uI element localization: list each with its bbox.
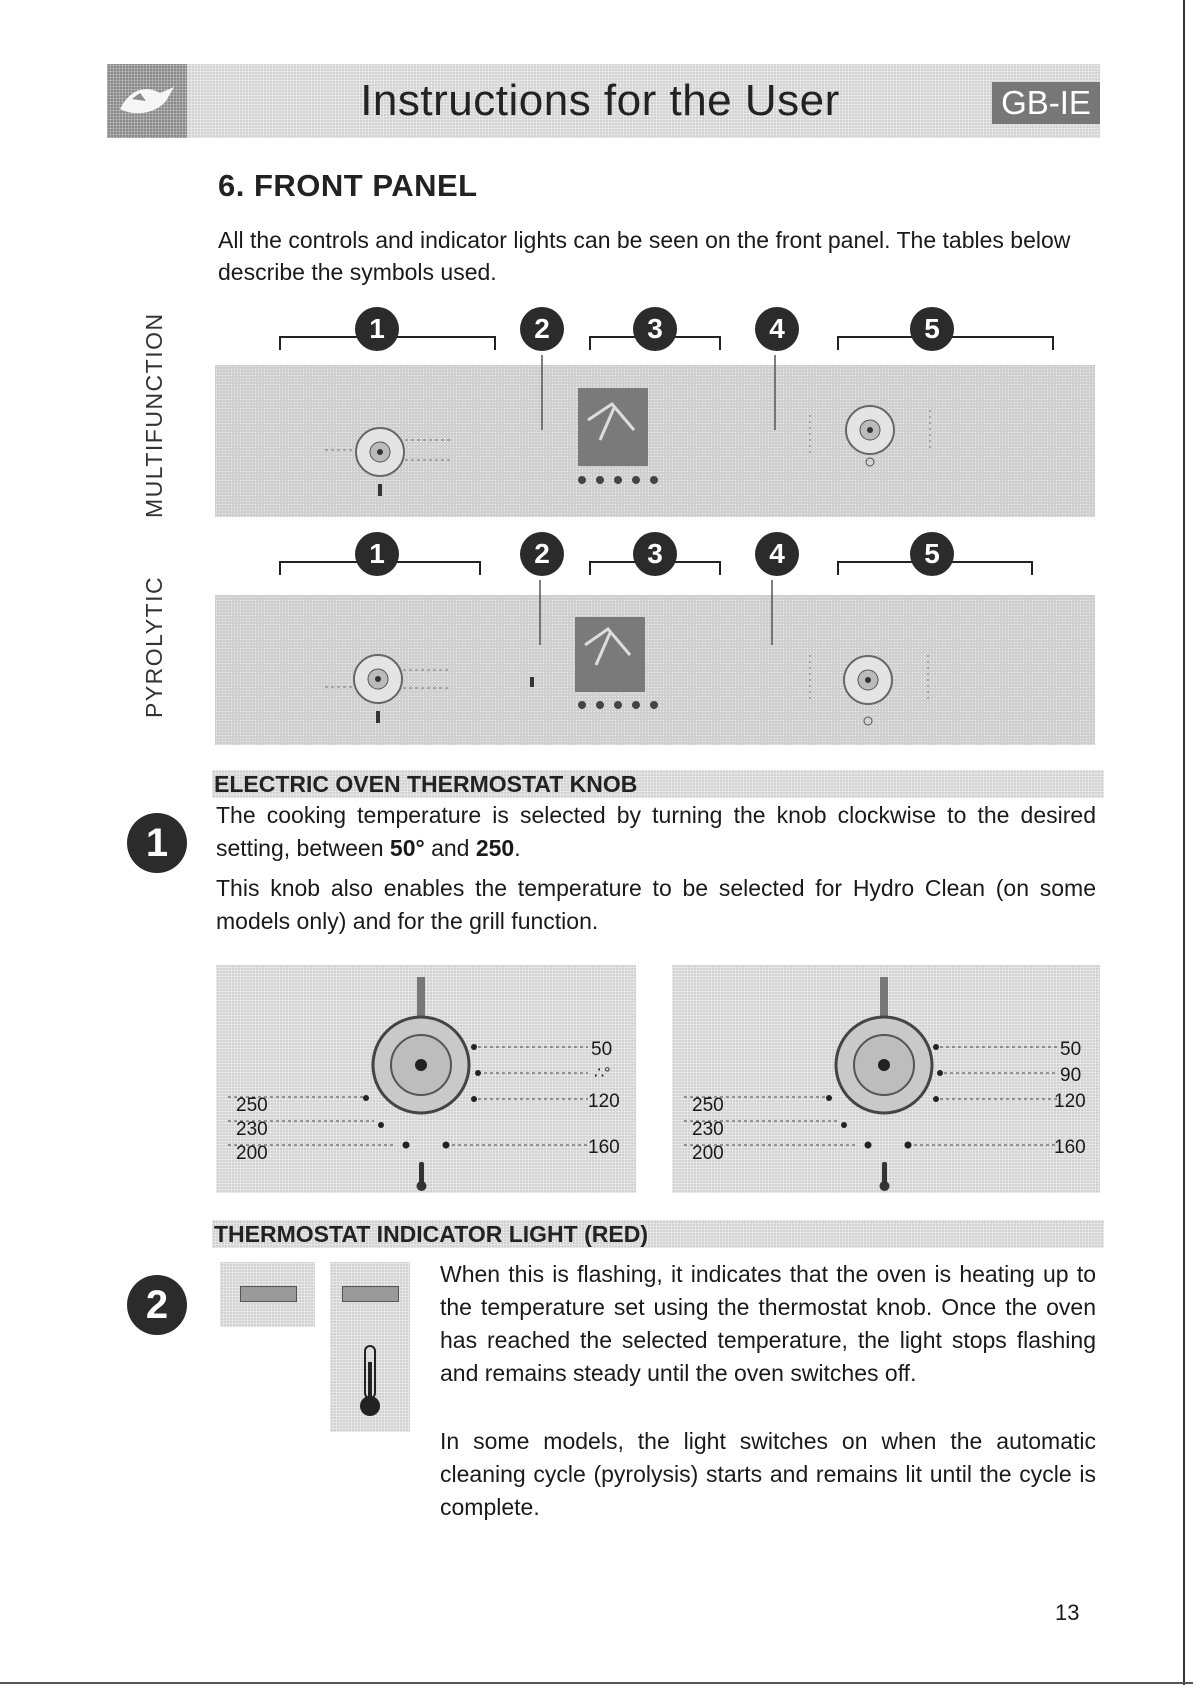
- knob-left-label-230: 230: [236, 1119, 268, 1140]
- callout-5-pyrolytic: 5: [910, 532, 954, 576]
- knob-left-label-200: 200: [236, 1143, 268, 1164]
- knob-right-label-160: 160: [588, 1137, 620, 1158]
- indicator-light-with-thermometer: [330, 1262, 410, 1432]
- intro-text: All the controls and indicator lights can be seen on the front panel. The tables below describe the symbols used.: [218, 227, 1071, 285]
- section-title: 6. FRONT PANEL: [218, 168, 478, 203]
- page-number: 13: [1055, 1600, 1080, 1625]
- callout-1-pyrolytic: 1: [355, 532, 399, 576]
- knob-section-heading: ELECTRIC OVEN THERMOSTAT KNOB: [212, 770, 1104, 798]
- knob-right-label-120: 120: [588, 1091, 620, 1112]
- section-number-2: 2: [127, 1275, 187, 1335]
- page-header-title: Instructions for the User: [360, 76, 840, 125]
- knob-right-label-120: 120: [1054, 1091, 1086, 1112]
- hydro-clean-icon: ∴°: [594, 1065, 611, 1082]
- callout-2-multifunction: 2: [520, 307, 564, 351]
- light-section-heading: THERMOSTAT INDICATOR LIGHT (RED): [212, 1220, 1104, 1248]
- callout-4-multifunction: 4: [755, 307, 799, 351]
- callout-3-multifunction: 3: [633, 307, 677, 351]
- section-number-1: 1: [127, 813, 187, 873]
- knob-right-label-50: 50: [1060, 1039, 1082, 1060]
- callout-2-pyrolytic: 2: [520, 532, 564, 576]
- page-edge-rule: [1183, 0, 1185, 1685]
- callout-1-multifunction: 1: [355, 307, 399, 351]
- knob-right-label-50: 50: [591, 1039, 613, 1060]
- page-bottom-rule: [0, 1682, 1193, 1684]
- knob-right-label-160: 160: [1054, 1137, 1086, 1158]
- knob-left-label-230: 230: [692, 1119, 724, 1140]
- callout-5-multifunction: 5: [910, 307, 954, 351]
- knob-left-label-200: 200: [692, 1143, 724, 1164]
- knob-left-label-250: 250: [236, 1095, 268, 1116]
- language-badge: GB-IE: [992, 82, 1100, 124]
- thermometer-icon: [355, 1342, 385, 1422]
- light-section-paragraph-1: When this is flashing, it indicates that the oven is heating up to the temperature set using the thermostat knob. Once the oven has reached the selected temperature, the light stops flashing and remains steady until the oven switches off.: [440, 1261, 1096, 1386]
- callout-3-pyrolytic: 3: [633, 532, 677, 576]
- knob-section-paragraph-2: This knob also enables the temperature to be selected for Hydro Clean (on some models only) and for the grill function.: [216, 875, 1096, 934]
- knob-image-left: [216, 965, 636, 1193]
- side-label-multifunction: MULTIFUNCTION: [141, 312, 167, 518]
- brand-logo-icon: [107, 64, 187, 138]
- light-section-paragraph-2: In some models, the light switches on when the automatic cleaning cycle (pyrolysis) starts and remains lit until the cycle is complete.: [440, 1428, 1096, 1520]
- callout-4-pyrolytic: 4: [755, 532, 799, 576]
- side-label-pyrolytic: PYROLYTIC: [141, 575, 167, 718]
- knob-left-label-250: 250: [692, 1095, 724, 1116]
- knob-section-paragraph-1: The cooking temperature is selected by turning the knob clockwise to the desired setting, between 50° and 250.: [216, 802, 1096, 861]
- knob-image-right: [672, 965, 1100, 1193]
- knob-right-label-90: 90: [1060, 1065, 1082, 1086]
- indicator-light-icon: [220, 1262, 315, 1327]
